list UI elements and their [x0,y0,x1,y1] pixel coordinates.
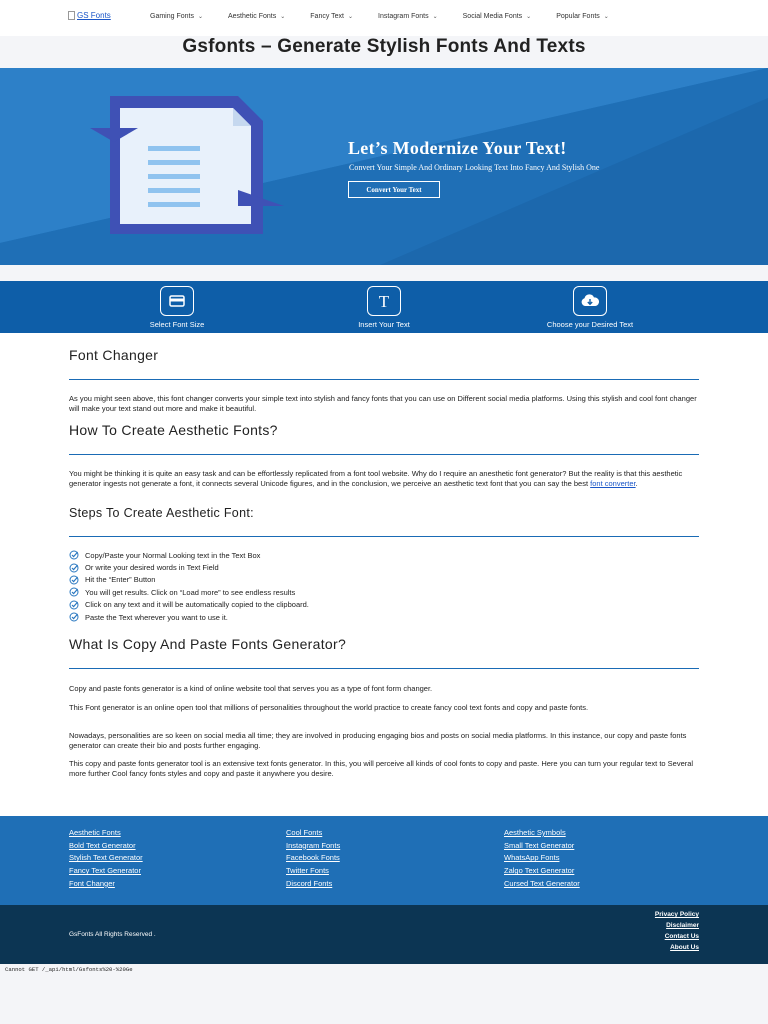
text-t-icon: T [378,291,390,311]
font-changer-paragraph: As you might seen above, this font changer converts your simple text into stylish and fancy fonts that you can use on Different social media platforms. Using this stylish and cool font changer will make your text stand out more and make it beautiful. [69,394,697,413]
footer-link-twitter-fonts[interactable]: Twitter Fonts [286,866,329,876]
feature-select-font-size[interactable] [107,281,247,333]
menu-item-fancy-text[interactable]: Fancy Text ⌄ [310,13,354,20]
footer-link-stylish-text-generator[interactable]: Stylish Text Generator [69,853,143,863]
chevron-down-icon: ⌄ [348,14,354,20]
list-item: Copy/Paste your Normal Looking text in the Text Box [69,549,309,561]
copyright-text: GsFonts All Rights Reserved . [69,931,156,938]
logo-alt-text: GS Fonts [77,11,111,20]
list-item: Or write your desired words in Text Field [69,561,309,573]
footer-link-aesthetic-fonts[interactable]: Aesthetic Fonts [69,828,121,837]
chevron-down-icon: ⌄ [197,14,203,20]
footer-link-small-text-generator[interactable]: Small Text Generator [504,840,575,850]
footer-column [504,828,580,888]
check-circle-icon [69,575,79,585]
menu-item-instagram-fonts[interactable]: Instagram Fonts ⌄ [378,13,438,20]
contact-us-link[interactable]: Contact Us [664,933,699,940]
copy-paste-paragraph: Nowadays, personalities are so keen on social media all time; they are involved in producing engaging bios and posts on social media platforms. In this instance, our copy and paste fonts generator can create their bio and posts further engaging. [69,731,687,750]
feature-label: Choose your Desired Text [546,320,634,329]
page-title: Gsfonts – Generate Stylish Fonts And Texts [182,36,586,57]
disclaimer-link[interactable]: Disclaimer [666,922,699,929]
footer-link-fancy-text-generator[interactable]: Fancy Text Generator [69,866,141,876]
feature-label: Select Font Size [149,320,205,329]
card-icon [169,295,185,307]
menu-item-popular-fonts[interactable]: Popular Fonts ⌄ [556,13,609,20]
list-item: Hit the “Enter” Button [69,574,309,586]
document-illustration-icon [88,94,288,244]
steps-list [69,549,309,623]
top-navbar [0,0,768,36]
list-item: Click on any text and it will be automatically copied to the clipboard. [69,599,309,611]
check-circle-icon [69,612,79,622]
privacy-policy-link[interactable]: Privacy Policy [654,911,699,918]
feature-icon-box [160,286,194,316]
feature-choose-desired-text[interactable] [520,281,660,333]
hero-subheading: Convert Your Simple And Ordinary Looking Text Into Fancy And Stylish One [349,163,600,172]
check-circle-icon [69,563,79,573]
footer-link-discord-fonts[interactable]: Discord Fonts [286,878,333,888]
broken-image-icon [68,11,75,20]
footer-link-bold-text-generator[interactable]: Bold Text Generator [69,840,136,850]
footer-link-cursed-text-generator[interactable]: Cursed Text Generator [504,878,580,888]
footer-column [286,828,340,888]
section-divider [69,379,699,380]
section-title-copy-paste: What Is Copy And Paste Fonts Generator? [69,636,347,652]
footer-links [0,816,768,905]
footer-link-whatsapp-fonts[interactable]: WhatsApp Fonts [504,853,560,863]
main-content [0,333,768,816]
section-title-aesthetic-fonts: How To Create Aesthetic Fonts? [69,422,278,438]
hero-banner [0,68,768,265]
section-title-font-changer: Font Changer [69,347,159,363]
features-bar [0,281,768,333]
feature-icon-box [367,286,401,316]
section-title-steps: Steps To Create Aesthetic Font: [69,506,254,520]
section-divider [69,454,699,455]
footer-link-instagram-fonts[interactable]: Instagram Fonts [286,840,341,850]
aesthetic-paragraph: You might be thinking it is quite an easy task and can be effortlessly replicated from a font tool website. Why do I require an anesthetic font generator? But the reality is that this aesthetic generator ingests not generate a font, it connects several Unicode figures, and in the conclusion, we perceive an aesthetic text font that you can say the best font converter. [69,469,683,488]
copy-paste-paragraph: This copy and paste fonts generator tool is an extensive text fonts generator. In this, you will perceive all kinds of cool fonts to copy and paste. Here you can turn your regular text to Several more further Cool fancy fonts styles and copy and paste it anywhere you desire. [69,759,694,778]
section-divider [69,668,699,669]
error-message: Cannot GET /_api/html/Gsfonts%20-%20Ge [5,966,133,973]
feature-icon-box [573,286,607,316]
footer-link-zalgo-text-generator[interactable]: Zalgo Text Generator [504,866,575,876]
chevron-down-icon: ⌄ [280,14,286,20]
menu-item-social-media-fonts[interactable]: Social Media Fonts ⌄ [462,13,532,20]
about-us-link[interactable]: About Us [670,944,699,951]
copy-paste-paragraph: Copy and paste fonts generator is a kind of online website tool that serves you as a type of font form changer. [69,684,433,693]
feature-label: Insert Your Text [358,320,410,329]
hero-heading: Let’s Modernize Your Text! [348,138,567,158]
convert-text-button[interactable]: Convert Your Text [348,181,440,198]
footer-link-aesthetic-symbols[interactable]: Aesthetic Symbols [504,828,566,837]
list-item: You will get results. Click on “Load more” to see endless results [69,586,309,598]
main-menu [150,13,609,20]
list-item: Paste the Text wherever you want to use it. [69,611,309,623]
menu-item-gaming-fonts[interactable]: Gaming Fonts ⌄ [150,13,203,20]
menu-item-aesthetic-fonts[interactable]: Aesthetic Fonts ⌄ [228,13,286,20]
copy-paste-paragraph: This Font generator is an online open tool that millions of personalities throughout the world practice to create fancy cool text fonts and copy and paste fonts. [69,703,589,712]
site-logo-link[interactable] [68,11,111,20]
footer-link-facebook-fonts[interactable]: Facebook Fonts [286,853,340,863]
check-circle-icon [69,600,79,610]
footer-link-cool-fonts[interactable]: Cool Fonts [286,828,323,837]
chevron-down-icon: ⌄ [432,14,438,20]
check-circle-icon [69,550,79,560]
footer-bottom [0,905,768,964]
footer-column [69,828,143,888]
legal-links [655,911,699,952]
cloud-download-icon [580,294,600,308]
font-converter-link[interactable]: font converter [590,478,636,488]
check-circle-icon [69,587,79,597]
section-divider [69,536,699,537]
chevron-down-icon: ⌄ [603,14,609,20]
footer-link-font-changer[interactable]: Font Changer [69,878,115,888]
feature-insert-your-text[interactable] [314,281,454,333]
chevron-down-icon: ⌄ [526,14,532,20]
